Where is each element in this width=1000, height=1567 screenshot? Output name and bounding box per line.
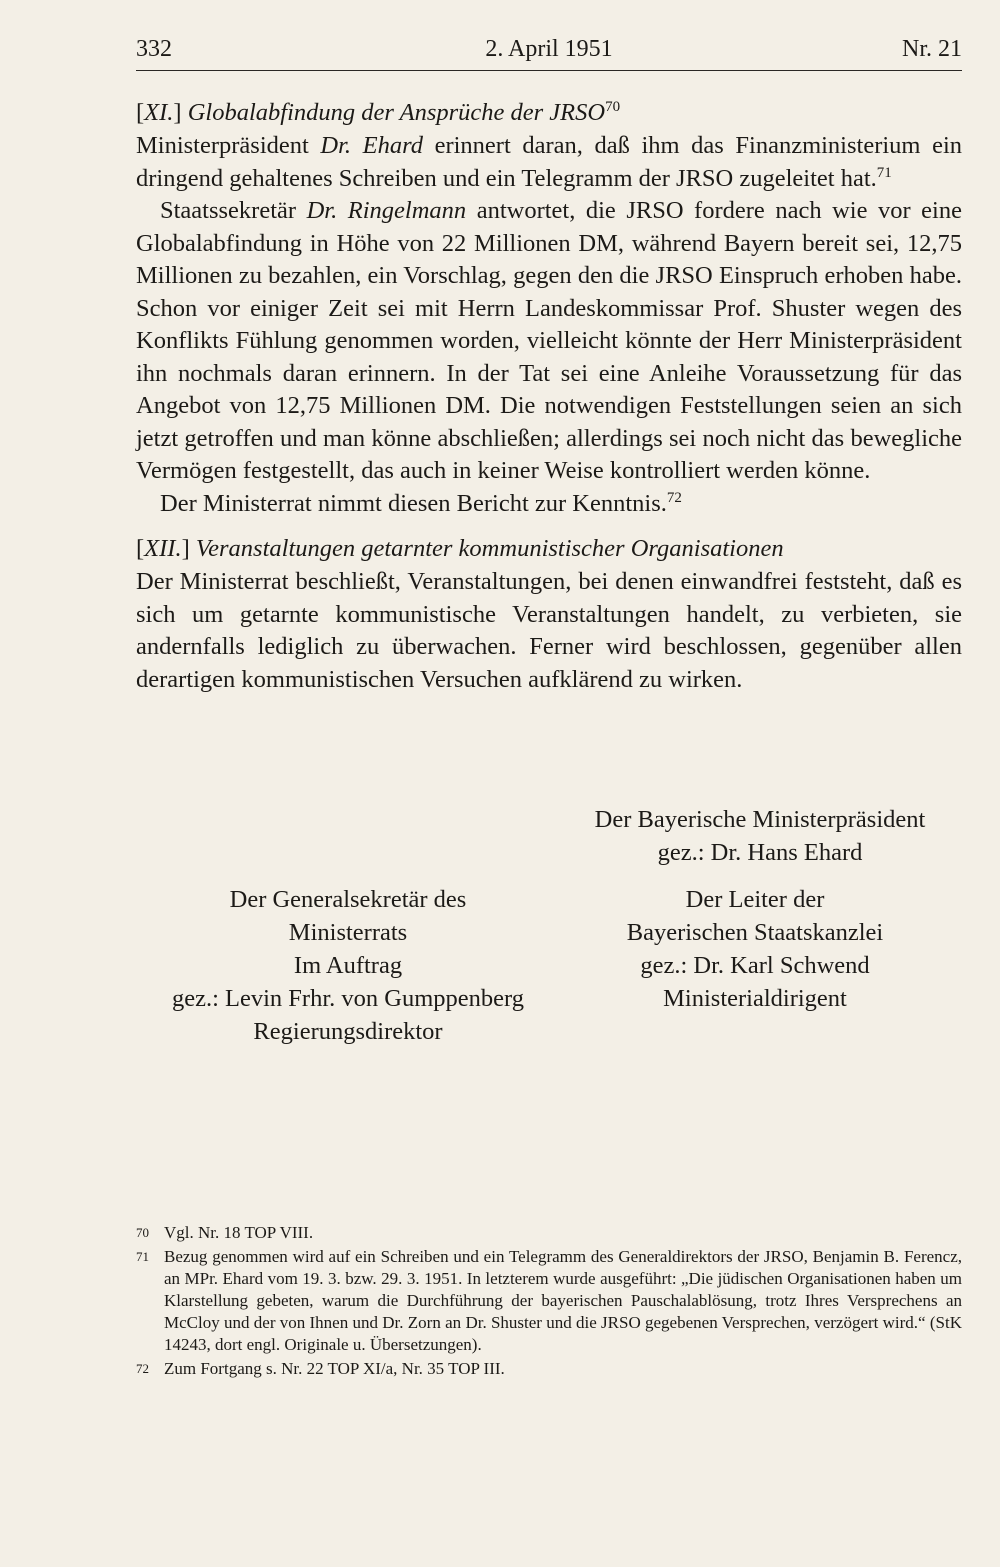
signature-line: Im Auftrag (293, 952, 403, 979)
section-xii-heading (136, 532, 962, 566)
paragraph-text: antwortet, die JRSO fordere nach wie vor eine Globalabfindung in Höhe von 22 Millionen DM, während Bayern bereit sei, 12,75 Millionen zu bezahlen, ein Vorschlag, gegen den die JRSO Einspruch erhoben habe. Schon vor einiger Zeit sei mit Herrn Landeskommissar Prof. Shuster wegen des Konflikts Fühlung genommen worden, vielleicht könnte der Herr Ministerpräsident ihn nochmals daran erinnern. In der Tat sei eine Anleihe Voraussetzung für das Angebot von 12,75 Millionen DM. Die notwendigen Feststellungen seien an sich jetzt getroffen und man könne abschließen; allerdings sei noch nicht das bewegliche Vermögen festgestellt, das auch in keiner Weise kontrolliert werden könne. (136, 197, 962, 484)
section-xi-title: Globalabfindung der Ansprüche der JRSO (181, 99, 606, 126)
page-number: 332 (136, 36, 172, 62)
signature-line: gez.: Dr. Karl Schwend (640, 952, 870, 979)
bracket-open: [ (136, 99, 145, 126)
signature-line: Ministerrats (288, 919, 408, 946)
bracket-open: [ (136, 535, 145, 562)
section-xi-roman: XI. (144, 99, 174, 126)
footnote-text: Zum Fortgang s. Nr. 22 TOP XI/a, Nr. 35 TOP III. (164, 1359, 505, 1378)
footnotes (136, 1222, 962, 1382)
section-xii-paragraph-1: Der Ministerrat beschließt, Veranstaltungen, bei denen einwandfrei feststeht, daß es sich um getarnte kommunistische Veranstaltungen handelt, zu verbieten, sie andernfalls lediglich zu überwachen. Ferner wird beschlossen, gegenüber allen derartigen kommunistischen Versuchen aufklärend zu wirken. (136, 568, 962, 693)
section-xi-paragraph-1 (136, 130, 962, 195)
speaker-name: Dr. Ehard (320, 132, 423, 159)
main-text (136, 96, 962, 696)
section-xii-title: Veranstaltungen getarnter kommunistischer Organisationen (189, 535, 784, 562)
signature-line: gez.: Levin Frhr. von Gumppenberg (171, 985, 524, 1012)
footnote-72 (136, 1358, 962, 1380)
issue-number: Nr. 21 (902, 36, 962, 62)
footnote-text: Vgl. Nr. 18 TOP VIII. (164, 1223, 314, 1242)
signature-line: Ministerialdirigent (663, 985, 847, 1012)
signature-line: Der Leiter der (685, 886, 825, 913)
footnote-71 (136, 1246, 962, 1356)
footnote-70 (136, 1222, 962, 1244)
footnote-number: 71 (136, 1249, 149, 1264)
signature-chancellery-head (590, 883, 920, 1015)
footnote-number: 72 (136, 1361, 149, 1376)
section-xi-heading (136, 96, 962, 130)
section-xi-paragraph-3 (136, 488, 962, 521)
footnote-ref-72[interactable]: 72 (666, 489, 682, 506)
paragraph-text: Ministerpräsident (136, 132, 321, 159)
signature-line: Der Bayerische Ministerpräsident (594, 806, 926, 833)
signature-line: Regierungsdirektor (253, 1018, 443, 1045)
signature-general-secretary (128, 883, 568, 1048)
bracket-close: ] (181, 535, 190, 562)
signature-line: Bayerischen Staatskanzlei (626, 919, 884, 946)
footnote-number: 70 (136, 1225, 149, 1240)
paragraph-text: Staatssekretär (160, 197, 307, 224)
running-head (136, 34, 962, 71)
signature-line: Der Generalsekretär des (229, 886, 467, 913)
section-xi-paragraph-2 (136, 195, 962, 488)
signature-prime-minister (560, 803, 960, 869)
paragraph-text: erinnert daran, daß ihm das Finanzministerium ein dringend gehaltenes Schreiben und ein Telegramm der JRSO zugeleitet hat. (136, 132, 962, 192)
header-date: 2. April 1951 (485, 36, 613, 62)
footnote-ref-71[interactable]: 71 (876, 164, 892, 181)
footnote-text: Bezug genommen wird auf ein Schreiben und ein Telegramm des Generaldirektors der JRSO, Benjamin B. Ferencz, an MPr. Ehard vom 19. 3. bzw. 29. 3. 1951. In letzterem wurde ausgeführt: „Die jüdischen Organisationen haben um Klarstellung gebeten, warum die Durchführung der bayerischen Pauschalablösung, trotz Ihres Versprechens an McCloy und der von Ihnen und Dr. Zorn an Dr. Shuster und die JRSO gegebenen Versprechen, verzögert wird.“ (StK 14243, dort engl. Originale u. Übersetzungen). (164, 1247, 962, 1354)
section-xii-roman: XII. (144, 535, 182, 562)
bracket-close: ] (173, 99, 182, 126)
signature-line: gez.: Dr. Hans Ehard (657, 839, 863, 866)
speaker-name: Dr. Ringelmann (306, 197, 467, 224)
footnote-ref-70[interactable]: 70 (605, 99, 621, 115)
paragraph-text: Der Ministerrat nimmt diesen Bericht zur Kenntnis. (160, 489, 667, 517)
